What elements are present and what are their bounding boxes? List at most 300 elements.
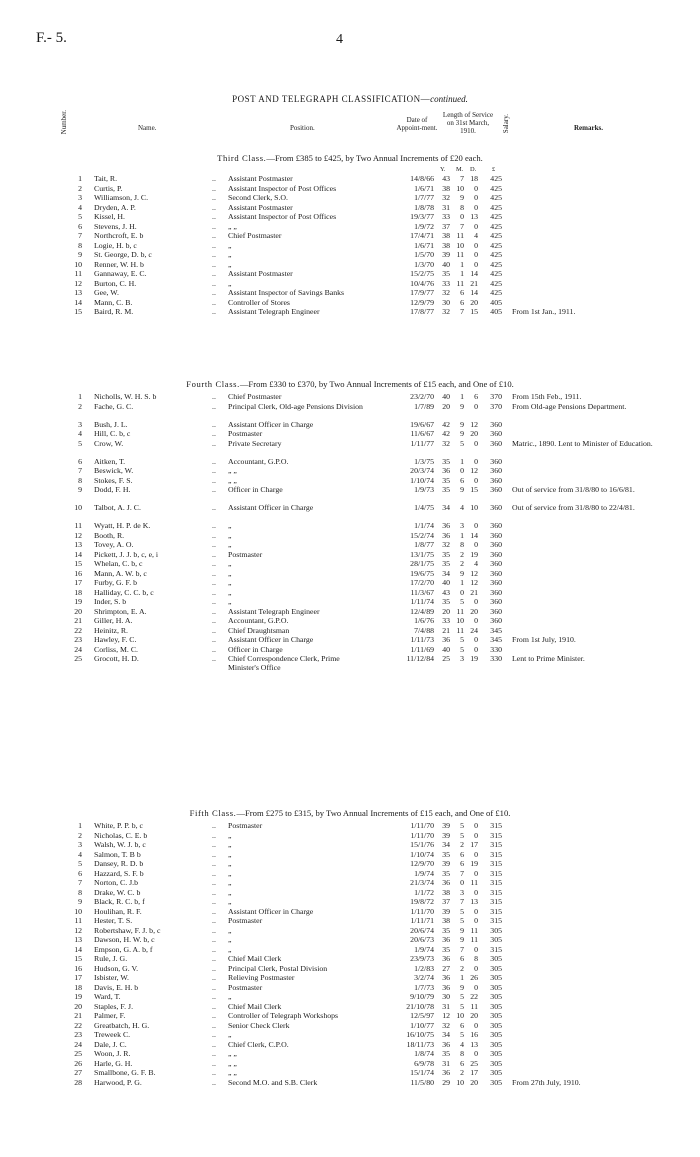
remarks: From 1st July, 1910. <box>512 635 576 644</box>
service-days: 14 <box>470 288 478 297</box>
position: „ <box>228 925 232 935</box>
service-years: 33 <box>442 616 450 625</box>
salary: 360 <box>490 578 502 587</box>
row-number: 12 <box>74 925 82 935</box>
fourth-class-section <box>0 377 700 672</box>
appointment-date: 1/6/71 <box>414 183 434 193</box>
appointment-date: 1/8/78 <box>414 202 434 212</box>
position: Assistant Telegraph Engineer <box>228 606 320 616</box>
table-row <box>0 569 700 579</box>
row-number: 7 <box>78 878 82 887</box>
table-row <box>0 429 700 439</box>
service-days: 0 <box>474 868 478 878</box>
service-months: 10 <box>456 1077 464 1087</box>
service-months: 2 <box>460 549 464 559</box>
service-days: 8 <box>474 954 478 963</box>
position: Chief Postmaster <box>228 392 282 401</box>
salary: 305 <box>490 1030 502 1039</box>
appointment-date: 7/4/88 <box>414 625 434 635</box>
service-months: 5 <box>460 1001 464 1011</box>
service-years: 32 <box>442 307 450 316</box>
salary: 360 <box>490 475 502 485</box>
service-days: 10 <box>470 503 478 512</box>
section-title-class: Fourth Class. <box>186 379 240 389</box>
service-years: 35 <box>442 559 450 568</box>
remarks: From Old-age Pensions Department. <box>512 401 627 411</box>
row-number: 16 <box>74 963 82 973</box>
salary: 315 <box>490 897 502 906</box>
appointment-date: 10/4/76 <box>410 278 434 288</box>
row-number: 7 <box>78 466 82 475</box>
leader-dots: .. <box>212 438 216 448</box>
service-days: 14 <box>470 269 478 278</box>
page-title <box>0 94 700 104</box>
service-days: 11 <box>470 925 478 935</box>
service-years: 35 <box>442 1049 450 1058</box>
row-number: 21 <box>74 1011 82 1020</box>
service-days: 20 <box>470 429 478 438</box>
position: Assistant Inspector of Post Offices <box>228 212 337 221</box>
service-years: 36 <box>442 954 450 963</box>
salary: 305 <box>490 982 502 992</box>
staff-name: Pickett, J. J. b, c, e, i <box>94 549 159 559</box>
row-number: 25 <box>74 654 82 663</box>
service-months: 0 <box>460 466 464 475</box>
table-row <box>0 269 700 279</box>
table-row <box>0 550 700 560</box>
row-number: 13 <box>74 540 82 549</box>
table-row <box>0 222 700 232</box>
service-days: 21 <box>470 278 478 288</box>
position: Postmaster <box>228 821 263 830</box>
service-years: 32 <box>442 438 450 448</box>
table-row <box>0 420 700 430</box>
section-title-class: Fifth Class. <box>189 808 237 818</box>
service-months: 11 <box>456 278 464 288</box>
leader-dots: .. <box>212 183 216 193</box>
row-number: 18 <box>74 982 82 992</box>
position: Chief Clerk, C.P.O. <box>228 1039 289 1049</box>
row-number: 16 <box>74 568 82 578</box>
service-years: 36 <box>442 466 450 475</box>
staff-name: Dodd, F. H. <box>94 485 131 494</box>
leader-dots: .. <box>212 297 216 307</box>
table-row <box>0 626 700 636</box>
service-days: 0 <box>474 644 478 654</box>
staff-name: Palmer, F. <box>94 1011 126 1020</box>
service-years: 35 <box>442 485 450 494</box>
service-months: 1 <box>460 392 464 401</box>
appointment-date: 1/4/75 <box>414 503 434 512</box>
leader-dots: .. <box>212 521 216 530</box>
salary: 315 <box>490 830 502 840</box>
salary: 305 <box>490 1039 502 1049</box>
staff-name: Staples, F. J. <box>94 1001 134 1011</box>
position: Principal Clerk, Old-age Pensions Division <box>228 401 363 411</box>
leader-dots: .. <box>212 1058 216 1068</box>
position: Chief Correspondence Clerk, Prime Minister's Office <box>228 654 340 672</box>
service-months: 10 <box>456 240 464 250</box>
staff-name: Hill, C. b, c <box>94 429 131 438</box>
table-row <box>0 466 700 476</box>
row-number: 9 <box>78 485 82 494</box>
service-days: 0 <box>474 887 478 897</box>
staff-name: Stokes, F. S. <box>94 475 133 485</box>
salary: 305 <box>490 925 502 935</box>
position: „ <box>228 568 232 578</box>
salary: 360 <box>490 597 502 606</box>
staff-name: Isbister, W. <box>94 973 129 982</box>
service-years: 35 <box>442 868 450 878</box>
service-months: 1 <box>460 578 464 587</box>
row-number: 9 <box>78 250 82 259</box>
leader-dots: .. <box>212 212 216 221</box>
salary: 315 <box>490 878 502 887</box>
service-years: 39 <box>442 830 450 840</box>
leader-dots: .. <box>212 868 216 878</box>
position: „ <box>228 840 232 849</box>
staff-name: Mann, A. W. b, c <box>94 568 147 578</box>
section-title-class: Third Class. <box>217 153 267 163</box>
salary: 305 <box>490 1011 502 1020</box>
row-number: 3 <box>78 419 82 429</box>
service-months: 0 <box>460 212 464 221</box>
staff-name: Beswick, W. <box>94 466 134 475</box>
service-years: 34 <box>442 503 450 512</box>
service-months: 1 <box>460 973 464 982</box>
appointment-date: 20/3/74 <box>410 466 434 475</box>
service-days: 22 <box>470 992 478 1001</box>
salary: 425 <box>490 221 502 231</box>
table-row <box>0 869 700 879</box>
service-months: 6 <box>460 1020 464 1030</box>
service-days: 12 <box>470 419 478 429</box>
staff-name: Hazzard, S. F. b <box>94 868 144 878</box>
salary: 305 <box>490 1049 502 1058</box>
row-number: 22 <box>74 625 82 635</box>
service-months: 1 <box>460 456 464 466</box>
table-row <box>0 231 700 241</box>
appointment-date: 1/11/71 <box>410 916 434 925</box>
service-years: 34 <box>442 568 450 578</box>
salary: 360 <box>490 485 502 494</box>
position: Postmaster <box>228 429 263 438</box>
row-number: 13 <box>74 288 82 297</box>
staff-name: Corliss, M. C. <box>94 644 138 654</box>
row-number: 20 <box>74 1001 82 1011</box>
staff-name: Walsh, W. J. b, c <box>94 840 146 849</box>
table-row <box>0 307 700 317</box>
appointment-date: 1/7/73 <box>414 982 434 992</box>
leader-dots: .. <box>212 288 216 297</box>
salary: 305 <box>490 1068 502 1077</box>
service-years: 34 <box>442 840 450 849</box>
service-years: 31 <box>442 1001 450 1011</box>
table-row <box>0 916 700 926</box>
table-row <box>0 945 700 955</box>
leader-dots: .. <box>212 597 216 606</box>
row-number: 25 <box>74 1049 82 1058</box>
table-row <box>0 193 700 203</box>
service-days: 0 <box>474 250 478 259</box>
service-years: 40 <box>442 578 450 587</box>
salary: 315 <box>490 887 502 897</box>
position: Private Secretary <box>228 438 282 448</box>
service-years: 43 <box>442 587 450 597</box>
leader-dots: .. <box>212 466 216 475</box>
service-days: 21 <box>470 587 478 597</box>
appointment-date: 1/10/77 <box>410 1020 434 1030</box>
staff-name: Nicholas, C. E. b <box>94 830 148 840</box>
salary: 425 <box>490 250 502 259</box>
service-years: 36 <box>442 982 450 992</box>
row-number: 1 <box>78 392 82 401</box>
salary: 425 <box>490 278 502 288</box>
staff-name: Baird, R. M. <box>94 307 134 316</box>
service-months: 4 <box>460 1039 464 1049</box>
position: Controller of Telegraph Workshops <box>228 1011 339 1020</box>
appointment-date: 19/3/77 <box>410 212 434 221</box>
leader-dots: .. <box>212 973 216 982</box>
table-body <box>0 392 700 672</box>
leader-dots: .. <box>212 202 216 212</box>
appointment-date: 11/3/67 <box>410 587 434 597</box>
service-months: 5 <box>460 821 464 830</box>
service-years: 36 <box>442 1039 450 1049</box>
row-number: 13 <box>74 935 82 944</box>
row-number: 14 <box>74 944 82 954</box>
staff-name: Gee, W. <box>94 288 119 297</box>
remarks: Lent to Prime Minister. <box>512 654 585 663</box>
appointment-date: 12/9/79 <box>410 297 434 307</box>
column-header-service: Length of Service on 31st March, 1910. <box>442 111 494 135</box>
appointment-date: 11/6/67 <box>410 429 434 438</box>
staff-name: Hester, T. S. <box>94 916 133 925</box>
row-number: 14 <box>74 549 82 559</box>
appointment-date: 1/11/74 <box>410 597 434 606</box>
staff-name: Norton, C. J.b <box>94 878 138 887</box>
service-days: 0 <box>474 202 478 212</box>
table-row <box>0 645 700 655</box>
staff-name: Harle, G. H. <box>94 1058 133 1068</box>
remarks: Out of service from 31/8/80 to 16/6/81. <box>512 485 635 494</box>
position: Officer in Charge <box>228 485 283 494</box>
salary: 315 <box>490 840 502 849</box>
service-days: 4 <box>474 559 478 568</box>
service-days: 20 <box>470 1077 478 1087</box>
service-years: 31 <box>442 1058 450 1068</box>
staff-name: Furby, G. F. b <box>94 578 138 587</box>
leader-dots: .. <box>212 821 216 830</box>
staff-name: Burton, C. H. <box>94 278 137 288</box>
staff-name: Treweek C. <box>94 1030 131 1039</box>
row-number: 11 <box>74 269 82 278</box>
salary: 305 <box>490 973 502 982</box>
service-months: 6 <box>460 954 464 963</box>
service-years: 35 <box>442 597 450 606</box>
row-number: 15 <box>74 954 82 963</box>
service-months: 7 <box>460 897 464 906</box>
column-header-salary: Salary. <box>502 114 510 134</box>
position: „ <box>228 935 232 944</box>
service-days: 12 <box>470 466 478 475</box>
table-row <box>0 1030 700 1040</box>
column-header-date: Date of Appoint-ment. <box>396 116 438 132</box>
salary: 360 <box>490 587 502 597</box>
appointment-date: 1/2/83 <box>414 963 434 973</box>
service-days: 12 <box>470 568 478 578</box>
leader-dots: .. <box>212 635 216 644</box>
salary: 305 <box>490 992 502 1001</box>
appointment-date: 1/5/70 <box>414 250 434 259</box>
leader-dots: .. <box>212 485 216 494</box>
appointment-date: 1/3/70 <box>414 259 434 269</box>
service-days: 16 <box>470 1030 478 1039</box>
service-days: 0 <box>474 982 478 992</box>
column-header-remarks: Remarks. <box>574 124 603 132</box>
position: „ <box>228 1030 232 1039</box>
table-row <box>0 907 700 917</box>
table-row <box>0 503 700 521</box>
leader-dots: .. <box>212 231 216 240</box>
service-days: 4 <box>474 231 478 240</box>
row-number: 15 <box>74 307 82 316</box>
leader-dots: .. <box>212 559 216 568</box>
title-text: POST AND TELEGRAPH CLASSIFICATION— <box>232 94 431 104</box>
row-number: 10 <box>74 259 82 269</box>
section-title <box>0 377 700 392</box>
salary: 315 <box>490 859 502 868</box>
staff-name: Nicholls, W. H. S. b <box>94 392 157 401</box>
position: „ „ <box>228 1058 237 1068</box>
leader-dots: .. <box>212 475 216 485</box>
service-years: 35 <box>442 925 450 935</box>
row-number: 10 <box>74 906 82 916</box>
row-number: 2 <box>78 830 82 840</box>
appointment-date: 20/6/73 <box>410 935 434 944</box>
table-row <box>0 203 700 213</box>
table-row <box>0 250 700 260</box>
table-row <box>0 1002 700 1012</box>
table-row <box>0 241 700 251</box>
position: Chief Postmaster <box>228 231 282 240</box>
service-months: 5 <box>460 906 464 916</box>
page-number: 4 <box>336 32 343 47</box>
service-months: 6 <box>460 1058 464 1068</box>
service-days: 18 <box>470 174 478 183</box>
salary: 305 <box>490 1077 502 1087</box>
salary: 315 <box>490 944 502 954</box>
appointment-date: 1/11/69 <box>410 644 434 654</box>
leader-dots: .. <box>212 625 216 635</box>
service-days: 20 <box>470 297 478 307</box>
position: „ <box>228 887 232 897</box>
position: Assistant Postmaster <box>228 269 293 278</box>
service-months: 8 <box>460 202 464 212</box>
row-number: 5 <box>78 438 82 448</box>
service-days: 0 <box>474 521 478 530</box>
leader-dots: .. <box>212 540 216 549</box>
position: „ <box>228 944 232 954</box>
service-months: 9 <box>460 935 464 944</box>
appointment-date: 1/8/77 <box>414 540 434 549</box>
service-days: 11 <box>470 935 478 944</box>
position: „ <box>228 250 232 259</box>
position: Controller of Stores <box>228 297 290 307</box>
service-months: 10 <box>456 616 464 625</box>
salary: 360 <box>490 429 502 438</box>
service-years: 40 <box>442 644 450 654</box>
service-months: 2 <box>460 559 464 568</box>
service-days: 0 <box>474 456 478 466</box>
service-years: 34 <box>442 1030 450 1039</box>
service-days: 0 <box>474 259 478 269</box>
appointment-date: 28/1/75 <box>410 559 434 568</box>
row-number: 7 <box>78 231 82 240</box>
service-years: 29 <box>442 1077 450 1087</box>
position: „ <box>228 830 232 840</box>
row-number: 18 <box>74 587 82 597</box>
staff-name: Houlihan, R. F. <box>94 906 142 916</box>
salary: 360 <box>490 466 502 475</box>
staff-name: Dansey, R. D. b <box>94 859 144 868</box>
salary: 305 <box>490 1058 502 1068</box>
row-number: 19 <box>74 992 82 1001</box>
row-number: 8 <box>78 887 82 897</box>
service-months: 9 <box>460 401 464 411</box>
staff-name: Tait, R. <box>94 174 118 183</box>
staff-name: Greatbatch, H. G. <box>94 1020 150 1030</box>
position: Postmaster <box>228 982 263 992</box>
table-row <box>0 654 700 672</box>
row-number: 10 <box>74 503 82 512</box>
service-days: 20 <box>470 606 478 616</box>
row-number: 4 <box>78 202 82 212</box>
service-months: 5 <box>460 438 464 448</box>
table-row <box>0 521 700 531</box>
salary: 360 <box>490 559 502 568</box>
service-days: 17 <box>470 840 478 849</box>
service-months: 11 <box>456 231 464 240</box>
service-months: 7 <box>460 944 464 954</box>
service-years: 37 <box>442 897 450 906</box>
column-header-position: Position. <box>290 124 315 132</box>
position: Officer in Charge <box>228 644 283 654</box>
salary: 360 <box>490 419 502 429</box>
service-months: 5 <box>460 597 464 606</box>
service-months: 1 <box>460 530 464 540</box>
appointment-date: 1/10/74 <box>410 475 434 485</box>
appointment-date: 1/1/72 <box>414 887 434 897</box>
service-days: 6 <box>474 392 478 401</box>
appointment-date: 1/3/75 <box>414 456 434 466</box>
leader-dots: .. <box>212 963 216 973</box>
service-years: 35 <box>442 269 450 278</box>
staff-name: Fache, G. C. <box>94 401 134 411</box>
row-number: 12 <box>74 278 82 288</box>
service-days: 17 <box>470 1068 478 1077</box>
appointment-date: 1/9/74 <box>414 868 434 878</box>
position: Second M.O. and S.B. Clerk <box>228 1077 318 1087</box>
leader-dots: .. <box>212 897 216 906</box>
leader-dots: .. <box>212 906 216 916</box>
service-days: 0 <box>474 963 478 973</box>
staff-name: Harwood, P. G. <box>94 1077 142 1087</box>
table-row <box>0 476 700 486</box>
service-days: 11 <box>470 878 478 887</box>
staff-name: Giller, H. A. <box>94 616 133 625</box>
service-years: 20 <box>442 401 450 411</box>
